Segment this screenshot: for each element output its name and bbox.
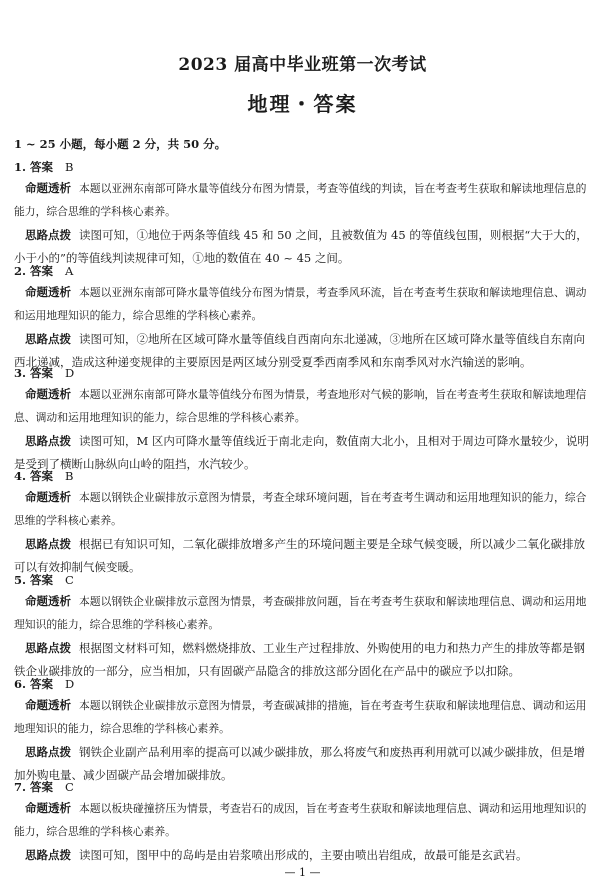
analysis-text: 本题以亚洲东南部可降水量等值线分布图为情景，考查季风环流，旨在考查考生获取和解读地理信息、调动和运用地理知识的能力，综合思维的学科核心素养。	[14, 286, 587, 322]
question-number: 5.	[14, 573, 27, 587]
answer-label: 答案	[30, 264, 54, 278]
hint-label: 思路点拨	[25, 848, 71, 862]
question-2	[14, 262, 594, 374]
question-5	[14, 571, 594, 683]
analysis-block	[14, 281, 594, 327]
hint-label: 思路点拨	[25, 537, 71, 551]
answer-label: 答案	[30, 366, 54, 380]
scoring-intro: 1 ~ 25 小题，每小题 2 分，共 50 分。	[14, 137, 227, 151]
question-number: 7.	[14, 780, 27, 794]
question-header	[14, 571, 594, 589]
answer-letter: D	[65, 677, 75, 691]
question-3	[14, 364, 594, 476]
hint-block	[14, 844, 594, 867]
question-number: 3.	[14, 366, 27, 380]
question-header	[14, 778, 594, 796]
question-4	[14, 467, 594, 579]
question-6	[14, 675, 594, 787]
analysis-block	[14, 694, 594, 740]
analysis-text: 本题以板块碰撞挤压为情景，考查岩石的成因，旨在考查考生获取和解读地理信息、调动和运用地理知识的能力，综合思维的学科核心素养。	[14, 802, 587, 838]
analysis-block	[14, 177, 594, 223]
answer-label: 答案	[30, 469, 54, 483]
hint-label: 思路点拨	[25, 745, 71, 759]
analysis-text: 本题以钢铁企业碳排放示意图为情景，考查碳减排的措施，旨在考查考生获取和解读地理信息、调动和运用地理知识的能力，综合思维的学科核心素养。	[14, 699, 587, 735]
hint-text: 读图可知，M 区内可降水量等值线近于南北走向，数值南大北小，且相对于周边可降水量较少，说明是受到了横断山脉纵向山岭的阻挡，水汽较少。	[14, 434, 589, 471]
hint-text: 根据已有知识可知，二氧化碳排放增多产生的环境问题主要是全球气候变暖，所以减少二氧化碳排放可以有效抑制气候变暖。	[14, 537, 585, 574]
analysis-label: 命题透析	[25, 181, 71, 195]
answer-label: 答案	[30, 160, 54, 174]
answer-letter: D	[65, 366, 75, 380]
answer-letter: B	[65, 160, 74, 174]
question-header	[14, 364, 594, 382]
analysis-block	[14, 590, 594, 636]
page-number: — 1 —	[284, 866, 321, 879]
question-header	[14, 158, 594, 176]
question-7	[14, 778, 594, 867]
hint-label: 思路点拨	[25, 332, 71, 346]
hint-label: 思路点拨	[25, 641, 71, 655]
answer-label: 答案	[30, 780, 54, 794]
answer-label: 答案	[30, 573, 54, 587]
question-number: 4.	[14, 469, 27, 483]
analysis-label: 命题透析	[25, 594, 71, 608]
answer-letter: B	[65, 469, 74, 483]
analysis-label: 命题透析	[25, 285, 71, 299]
analysis-block	[14, 383, 594, 429]
question-header	[14, 262, 594, 280]
answer-letter: C	[65, 573, 74, 587]
hint-text: 钢铁企业副产品利用率的提高可以减少碳排放，那么将废气和废热再利用就可以减少碳排放，但是增加外购电量、减少固碳产品会增加碳排放。	[14, 745, 585, 782]
hint-text: 读图可知，②地所在区域可降水量等值线自西南向东北递减，③地所在区域可降水量等值线自东南向西北递减，造成这种递变规律的主要原因是两区域分别受夏季西南季风和东南季风对水汽输送的影响。	[14, 332, 585, 369]
analysis-text: 本题以钢铁企业碳排放示意图为情景，考查碳排放问题，旨在考查考生获取和解读地理信息、调动和运用地理知识的能力，综合思维的学科核心素养。	[14, 595, 587, 631]
analysis-text: 本题以亚洲东南部可降水量等值线分布图为情景，考查等值线的判读，旨在考查考生获取和解读地理信息的能力，综合思维的学科核心素养。	[14, 182, 587, 218]
analysis-block	[14, 797, 594, 843]
hint-text: 读图可知，①地位于两条等值线 45 和 50 之间，且被数值为 45 的等值线包围，则根据“大于大的，小于小的”的等值线判读规律可知，①地的数值在 40 ~ 45 之间。	[14, 228, 588, 265]
hint-label: 思路点拨	[25, 228, 71, 242]
analysis-label: 命题透析	[25, 387, 71, 401]
question-number: 6.	[14, 677, 27, 691]
answer-letter: A	[65, 264, 74, 278]
hint-text: 根据图文材料可知，燃料燃烧排放、工业生产过程排放、外购使用的电力和热力产生的排放等都是钢铁企业碳排放的一部分，应当相加，只有固碳产品隐含的排放这部分固化在产品中的碳应予以扣除。	[14, 641, 585, 678]
analysis-block	[14, 486, 594, 532]
exam-title: 2023 届高中毕业班第一次考试	[178, 55, 427, 75]
question-number: 2.	[14, 264, 27, 278]
analysis-text: 本题以亚洲东南部可降水量等值线分布图为情景，考查地形对气候的影响，旨在考查考生获取和解读地理信息、调动和运用地理知识的能力，综合思维的学科核心素养。	[14, 388, 587, 424]
hint-text: 读图可知，图甲中的岛屿是由岩浆喷出形成的，主要由喷出岩组成，故最可能是玄武岩。	[79, 848, 528, 862]
question-1	[14, 158, 594, 270]
answer-letter: C	[65, 780, 74, 794]
question-number: 1.	[14, 160, 27, 174]
answer-label: 答案	[30, 677, 54, 691]
analysis-label: 命题透析	[25, 698, 71, 712]
question-header	[14, 675, 594, 693]
hint-label: 思路点拨	[25, 434, 71, 448]
analysis-label: 命题透析	[25, 801, 71, 815]
analysis-text: 本题以钢铁企业碳排放示意图为情景，考查全球环境问题，旨在考查考生调动和运用地理知识的能力，综合思维的学科核心素养。	[14, 491, 587, 527]
question-header	[14, 467, 594, 485]
analysis-label: 命题透析	[25, 490, 71, 504]
exam-subtitle: 地理・答案	[247, 92, 358, 116]
